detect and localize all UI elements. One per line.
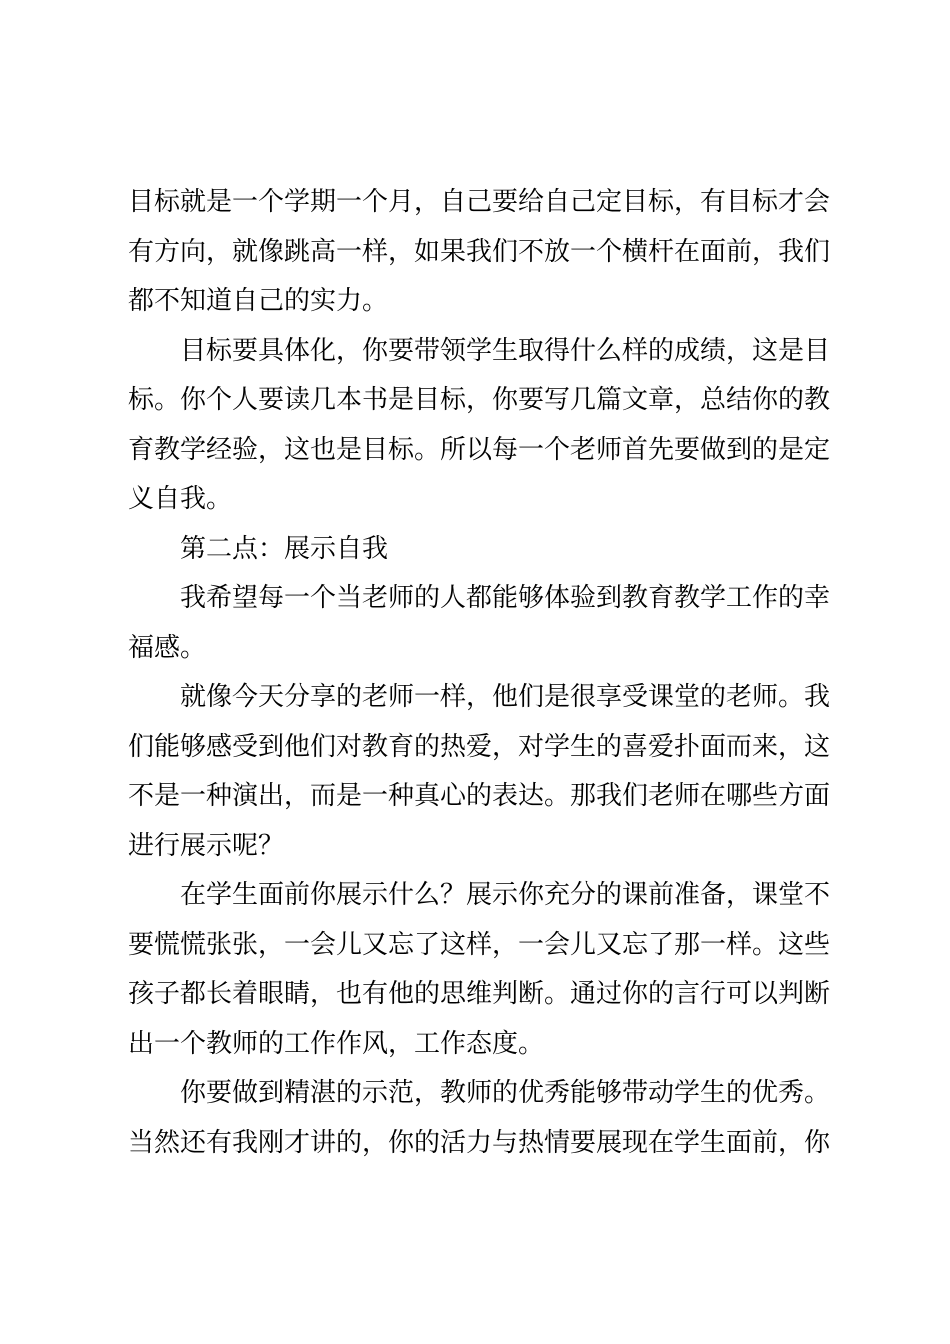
text-line: 目标就是一个学期一个月，自己要给自己定目标，有目标才会 <box>128 187 831 217</box>
text-line: 当然还有我刚才讲的，你的活力与热情要展现在学生面前，你 <box>128 1127 831 1158</box>
paragraph-first-line: 我希望每一个当老师的人都能够体验到教育教学工作的幸 <box>180 583 831 613</box>
paragraph-first-line: 你要做到精湛的示范，教师的优秀能够带动学生的优秀。 <box>180 1078 831 1108</box>
text-line: 有方向，就像跳高一样，如果我们不放一个横杆在面前，我们 <box>128 236 831 267</box>
text-line: 要慌慌张张，一会儿又忘了这样，一会儿又忘了那一样。这些 <box>128 929 831 960</box>
text-line: 福感。 <box>128 632 207 663</box>
paragraph-first-line: 在学生面前你展示什么？展示你充分的课前准备，课堂不 <box>180 880 831 910</box>
paragraph-first-line: 就像今天分享的老师一样，他们是很享受课堂的老师。我 <box>180 682 831 712</box>
text-line: 义自我。 <box>128 484 233 514</box>
text-line: 不是一种演出，而是一种真心的表达。那我们老师在哪些方面 <box>128 781 831 811</box>
document-body <box>128 178 832 1168</box>
text-line: 进行展示呢？ <box>128 830 285 861</box>
text-line: 标。你个人要读几本书是目标，你要写几篇文章，总结你的教 <box>128 385 831 415</box>
text-line: 出一个教师的工作作风，工作态度。 <box>128 1028 545 1059</box>
paragraph-first-line: 目标要具体化，你要带领学生取得什么样的成绩，这是目 <box>180 335 831 366</box>
text-line: 们能够感受到他们对教育的热爱，对学生的喜爱扑面而来，这 <box>128 731 831 762</box>
text-line: 育教学经验，这也是目标。所以每一个老师首先要做到的是定 <box>128 434 831 465</box>
text-line: 都不知道自己的实力。 <box>128 286 389 316</box>
section-heading: 第二点：展示自我 <box>180 533 389 564</box>
text-line: 孩子都长着眼睛，也有他的思维判断。通过你的言行可以判断 <box>128 979 831 1009</box>
